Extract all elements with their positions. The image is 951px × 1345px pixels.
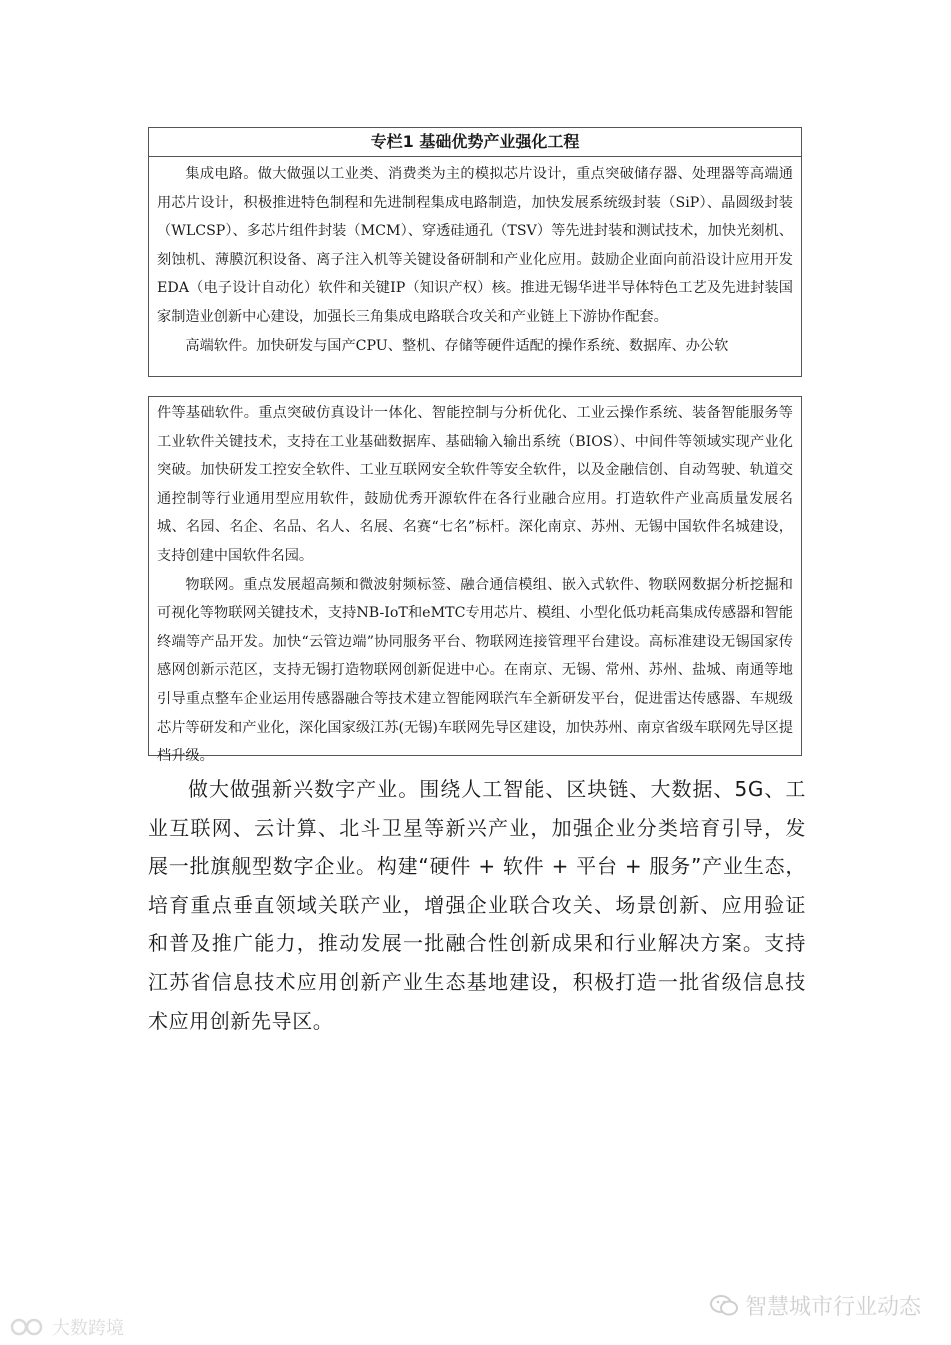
- feature-box-1-continued: [148, 396, 802, 765]
- wechat-icon: [709, 1293, 739, 1319]
- ic-paragraph: 集成电路。做大做强以工业类、消费类为主的模拟芯片设计，重点突破储存器、处理器等高端通用芯片设计，积极推进特色制程和先进制程集成电路制造，加快发展系统级封装（SiP）、晶圆级封装（WLCSP）、多芯片组件封装（MCM）、穿透硅通孔（TSV）等先进封装和测试技术，加快光刻机、刻蚀机、薄膜沉积设备、离子注入机等关键设备研制和产业化应用。鼓励企业面向前沿设计应用开发EDA（电子设计自动化）软件和关键IP（知识产权）核。推进无锡华进半导体特色工艺及先进封装国家制造业创新中心建设，加强长三角集成电路联合攻关和产业链上下游协作配套。: [157, 166, 793, 325]
- main-text: [148, 770, 806, 1040]
- iot-paragraph: 物联网。重点发展超高频和微波射频标签、融合通信模组、嵌入式软件、物联网数据分析挖掘和可视化等物联网关键技术，支持NB-IoT和eMTC专用芯片、模组、小型化低功耗高集成传感器和智能终端等产品开发。加快“云管边端”协同服务平台、物联网连接管理平台建设。高标准建设无锡国家传感网创新示范区，支持无锡打造物联网创新促进中心。在南京、无锡、常州、苏州、盐城、南通等地引导重点整车企业运用传感器融合等技术建立智能网联汽车全新研发平台，促进雷达传感器、车规级芯片等研发和产业化，深化国家级江苏(无锡)车联网先导区建设，加快苏州、南京省级车联网先导区提档升级。: [157, 576, 793, 765]
- feature-box-body-continued: [149, 397, 801, 765]
- logo-icon: [10, 1316, 46, 1338]
- watermark-left-text: 大数跨境: [52, 1318, 124, 1339]
- software-paragraph-continued: 件等基础软件。重点突破仿真设计一体化、智能控制与分析优化、工业云操作系统、装备智能服务等工业软件关键技术，支持在工业基础数据库、基础输入输出系统（BIOS）、中间件等领域实现产业化突破。加快研发工控安全软件、工业互联网安全软件等安全软件，以及金融信创、自动驾驶、轨道交通控制等行业通用型应用软件，鼓励优秀开源软件在各行业融合应用。打造软件产业高质量发展名城、名园、名企、名品、名人、名展、名赛“七名”标杆。深化南京、苏州、无锡中国软件名城建设，支持创建中国软件名园。: [157, 405, 793, 564]
- feature-box-title: 专栏1 基础优势产业强化工程: [149, 128, 801, 157]
- software-paragraph-start: 高端软件。加快研发与国产CPU、整机、存储等硬件适配的操作系统、数据库、办公软: [185, 337, 729, 354]
- feature-box-body: [149, 157, 801, 376]
- watermark-right-text: 智慧城市行业动态: [744, 1295, 921, 1320]
- digital-industry-paragraph: 做大做强新兴数字产业。围绕人工智能、区块链、大数据、5G、工业互联网、云计算、北斗卫星等新兴产业，加强企业分类培育引导，发展一批旗舰型数字企业。构建“硬件 + 软件 + 平台 + 服务”产业生态，培育重点垂直领域关联产业，增强企业联合攻关、场景创新、应用验证和普及推广能力，推动发展一批融合性创新成果和行业解决方案。支持江苏省信息技术应用创新产业生态基地建设，积极打造一批省级信息技术应用创新先导区。: [148, 777, 806, 1033]
- watermark-right: [709, 1290, 921, 1321]
- watermark-left: [10, 1314, 124, 1340]
- feature-box-1: [148, 127, 802, 377]
